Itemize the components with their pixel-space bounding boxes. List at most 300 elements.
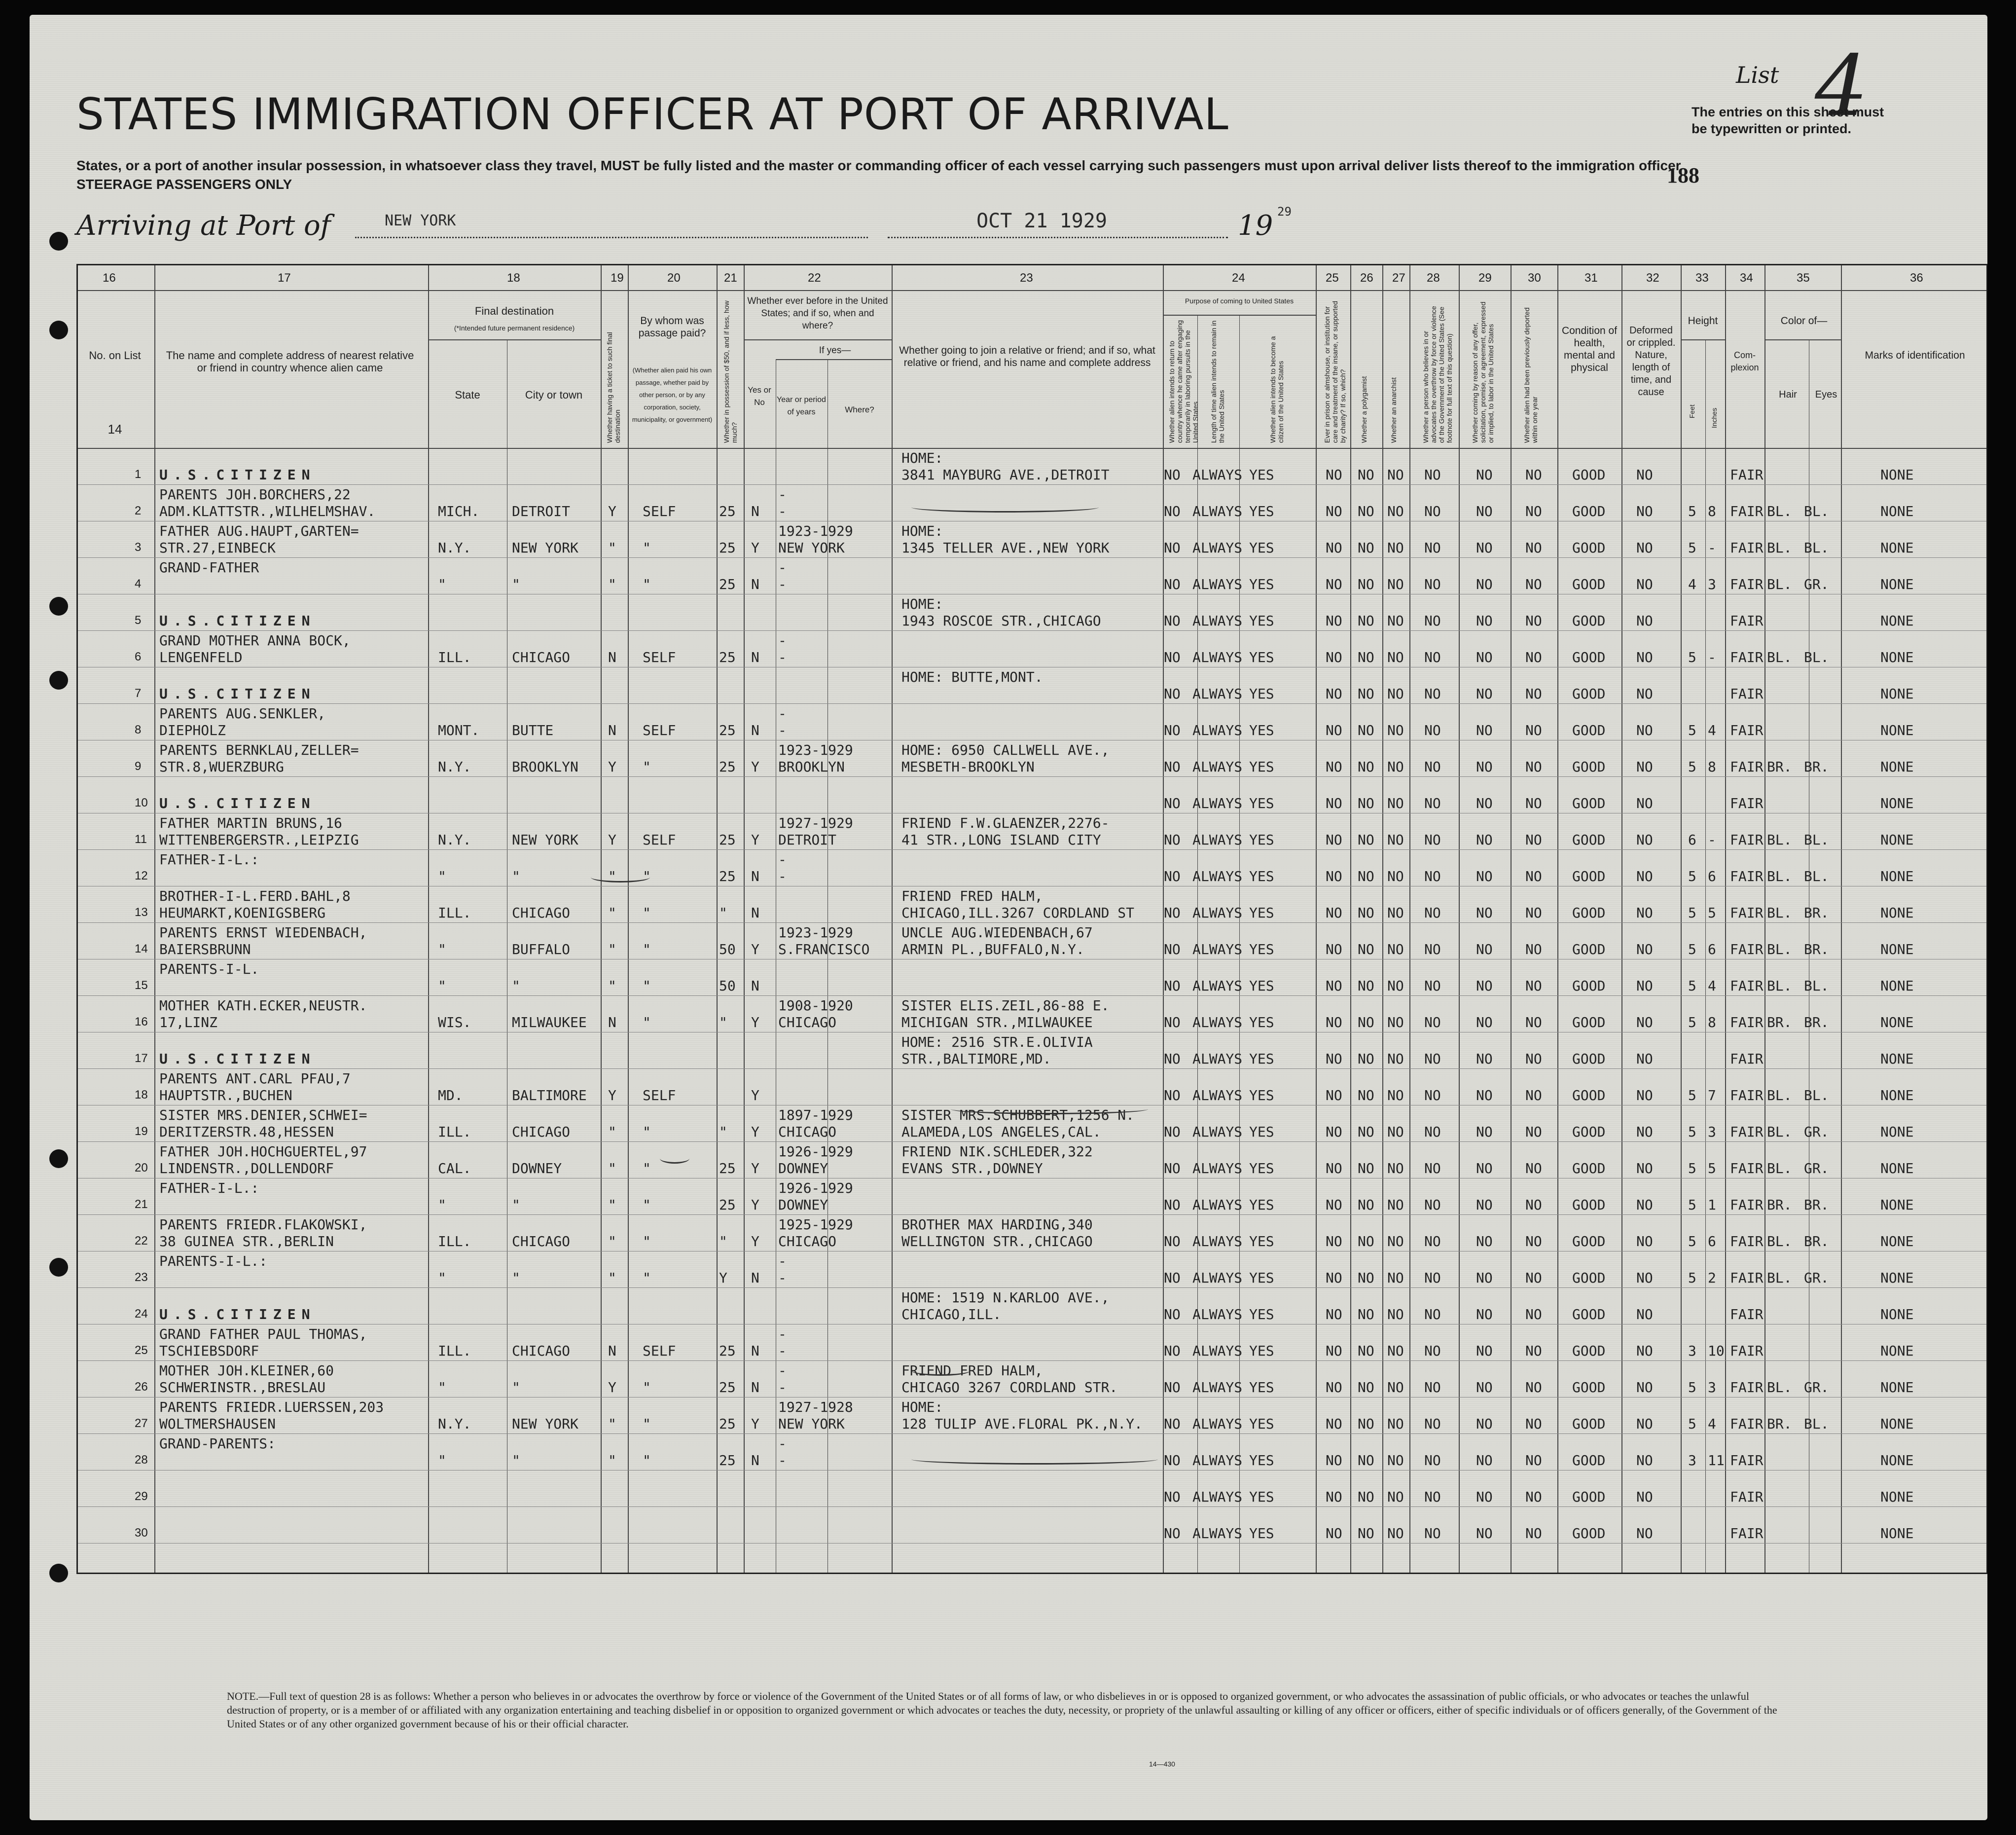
- ticket-value: ": [608, 1160, 616, 1176]
- purpose-citizen: YES: [1249, 576, 1274, 592]
- height-inches: 5: [1708, 1160, 1716, 1176]
- question-28-value: NO: [1424, 503, 1441, 519]
- purpose-length: ALWAYS: [1192, 686, 1243, 702]
- polygamist-value: NO: [1358, 1160, 1374, 1176]
- question-29-value: NO: [1476, 686, 1493, 702]
- hair-color: BR.: [1767, 1014, 1792, 1030]
- complexion-value: FAIR: [1730, 613, 1764, 629]
- health-value: GOOD: [1572, 1124, 1606, 1140]
- prison-value: NO: [1326, 1160, 1342, 1176]
- relative-address: FATHER MARTIN BRUNS,16: [159, 815, 342, 831]
- destination-city: MILWAUKEE: [512, 1014, 587, 1030]
- purpose-citizen: YES: [1249, 905, 1274, 921]
- eye-color: BL.: [1804, 1416, 1829, 1432]
- joining-address: BROTHER MAX HARDING,340: [901, 1216, 1093, 1233]
- question-28-value: NO: [1424, 1233, 1441, 1249]
- purpose-return: NO: [1164, 759, 1181, 775]
- question-29-value: NO: [1476, 1087, 1493, 1103]
- hair-color: BL.: [1767, 540, 1792, 556]
- polygamist-value: NO: [1358, 832, 1374, 848]
- eye-color: GR.: [1804, 1124, 1829, 1140]
- prison-value: NO: [1326, 905, 1342, 921]
- identification-marks: NONE: [1880, 1197, 1914, 1213]
- year-suffix: 29: [1277, 205, 1292, 219]
- row-number: 23: [135, 1271, 148, 1284]
- deformed-value: NO: [1636, 1087, 1653, 1103]
- passage-paid-by: ": [643, 868, 651, 884]
- complexion-value: FAIR: [1730, 832, 1764, 848]
- destination-city: CHICAGO: [512, 905, 571, 921]
- health-value: GOOD: [1572, 1270, 1606, 1286]
- header-rule: [1681, 339, 1725, 340]
- before-where: -: [778, 1452, 787, 1468]
- health-value: GOOD: [1572, 1233, 1606, 1249]
- identification-marks: NONE: [1880, 1452, 1914, 1468]
- identification-marks: NONE: [1880, 1270, 1914, 1286]
- money-value: 25: [719, 503, 736, 519]
- header-rule: [78, 290, 1986, 291]
- hair-color: BL.: [1767, 978, 1792, 994]
- ticket-value: N: [608, 1014, 616, 1030]
- question-30-value: NO: [1525, 1087, 1542, 1103]
- complexion-value: FAIR: [1730, 978, 1764, 994]
- polygamist-value: NO: [1358, 1306, 1374, 1322]
- question-29-value: NO: [1476, 576, 1493, 592]
- purpose-length: ALWAYS: [1192, 722, 1243, 738]
- destination-state: ILL.: [438, 1343, 471, 1359]
- purpose-citizen-header: Whether alien intends to become a citizen of the United States: [1269, 336, 1285, 443]
- height-inches: 5: [1708, 905, 1716, 921]
- prison-value: NO: [1326, 1087, 1342, 1103]
- row-number: 5: [135, 614, 142, 627]
- manifest-sheet: [30, 15, 1987, 1820]
- identification-marks: NONE: [1880, 576, 1914, 592]
- before-yes-no: N: [751, 649, 759, 665]
- purpose-return: NO: [1164, 540, 1181, 556]
- city-header: City or town: [525, 389, 583, 401]
- question-30-value: NO: [1525, 613, 1542, 629]
- column-number: 23: [1020, 271, 1033, 285]
- purpose-return: NO: [1164, 503, 1181, 519]
- identification-marks: NONE: [1880, 1051, 1914, 1067]
- relative-name: U.S.CITIZEN: [159, 1051, 316, 1067]
- question-28-value: NO: [1424, 905, 1441, 921]
- question-28-value: NO: [1424, 1416, 1441, 1432]
- purpose-length: ALWAYS: [1192, 1525, 1243, 1541]
- purpose-length: ALWAYS: [1192, 1416, 1243, 1432]
- relative-address: PARENTS JOH.BORCHERS,22: [159, 486, 351, 503]
- complexion-value: FAIR: [1730, 1160, 1764, 1176]
- purpose-length: ALWAYS: [1192, 1014, 1243, 1030]
- complexion-value: FAIR: [1730, 868, 1764, 884]
- joining-address: 3841 MAYBURG AVE.,DETROIT: [901, 467, 1110, 483]
- height-inches: 4: [1708, 978, 1716, 994]
- purpose-length: ALWAYS: [1192, 868, 1243, 884]
- eye-color: BR.: [1804, 1233, 1829, 1249]
- relative-address: GRAND-FATHER: [159, 559, 259, 576]
- joining-address: 1345 TELLER AVE.,NEW YORK: [901, 540, 1110, 556]
- purpose-citizen: YES: [1249, 722, 1274, 738]
- identification-marks: NONE: [1880, 978, 1914, 994]
- before-where: -: [778, 868, 787, 884]
- ticket-value: ": [608, 1270, 616, 1286]
- purpose-citizen: YES: [1249, 1014, 1274, 1030]
- prison-value: NO: [1326, 1270, 1342, 1286]
- identification-marks: NONE: [1880, 795, 1914, 811]
- prison-value: NO: [1326, 649, 1342, 665]
- destination-city: DETROIT: [512, 503, 571, 519]
- purpose-length: ALWAYS: [1192, 1270, 1243, 1286]
- health-value: GOOD: [1572, 795, 1606, 811]
- anarchist-value: NO: [1387, 1416, 1404, 1432]
- row-number: 16: [135, 1015, 148, 1028]
- eyes-header: Eyes: [1815, 389, 1837, 400]
- joining-address: MICHIGAN STR.,MILWAUKEE: [901, 1014, 1093, 1030]
- question-28-value: NO: [1424, 540, 1441, 556]
- question-29-value: NO: [1476, 832, 1493, 848]
- row-rule: [78, 1506, 1986, 1507]
- purpose-citizen: YES: [1249, 832, 1274, 848]
- row-rule: [78, 995, 1986, 996]
- eye-color: BR.: [1804, 905, 1829, 921]
- before-yes-no: Y: [751, 1233, 759, 1249]
- passage-paid-by: SELF: [643, 1087, 676, 1103]
- row-rule: [78, 703, 1986, 704]
- joining-address: HOME:: [901, 523, 943, 539]
- height-feet: 5: [1688, 905, 1696, 921]
- anarchist-value: NO: [1387, 941, 1404, 957]
- question-29-value: NO: [1476, 1233, 1493, 1249]
- purpose-return: NO: [1164, 1197, 1181, 1213]
- relative-address: PARENTS ANT.CARL PFAU,7: [159, 1070, 351, 1087]
- before-where: -: [778, 1270, 787, 1286]
- column-number: 25: [1326, 271, 1339, 285]
- destination-state: ": [438, 1379, 446, 1395]
- destination-city: CHICAGO: [512, 1233, 571, 1249]
- ticket-value: ": [608, 905, 616, 921]
- row-number: 15: [135, 979, 148, 992]
- before-yes-no: Y: [751, 759, 759, 775]
- column-rule: [1511, 265, 1512, 1573]
- row-number: 11: [135, 833, 147, 846]
- deformed-value: NO: [1636, 905, 1653, 921]
- destination-state: N.Y.: [438, 759, 471, 775]
- relative-address: BROTHER-I-L.FERD.BAHL,8: [159, 888, 351, 904]
- purpose-citizen: YES: [1249, 540, 1274, 556]
- purpose-citizen: YES: [1249, 1233, 1274, 1249]
- relative-name: U.S.CITIZEN: [159, 795, 316, 811]
- joining-address: FRIEND FRED HALM,: [901, 1362, 1043, 1379]
- anarchist-header: Whether an anarchist: [1390, 377, 1398, 443]
- passage-paid-by: ": [643, 905, 651, 921]
- final-destination-header: Final destination: [474, 305, 554, 317]
- question-28-value: NO: [1424, 1489, 1441, 1505]
- prison-value: NO: [1326, 1379, 1342, 1395]
- before-period: -: [778, 486, 787, 503]
- money-value: 25: [719, 1416, 736, 1432]
- column-number: 26: [1360, 271, 1373, 285]
- complexion-value: FAIR: [1730, 1525, 1764, 1541]
- before-yes-no: Y: [751, 1014, 759, 1030]
- purpose-return: NO: [1164, 1014, 1181, 1030]
- identification-marks: NONE: [1880, 1124, 1914, 1140]
- complexion-value: FAIR: [1730, 1306, 1764, 1322]
- height-feet: 5: [1688, 1124, 1696, 1140]
- health-value: GOOD: [1572, 613, 1606, 629]
- destination-state: ": [438, 1452, 446, 1468]
- passage-paid-by: SELF: [643, 503, 676, 519]
- polygamist-value: NO: [1358, 576, 1374, 592]
- purpose-citizen: YES: [1249, 868, 1274, 884]
- prison-value: NO: [1326, 978, 1342, 994]
- question-29-value: NO: [1476, 978, 1493, 994]
- column-number: 24: [1232, 271, 1245, 285]
- purpose-length: ALWAYS: [1192, 941, 1243, 957]
- before-period: 1927-1928: [778, 1399, 853, 1415]
- purpose-length: ALWAYS: [1192, 576, 1243, 592]
- row-number: 28: [135, 1453, 148, 1467]
- passage-paid-by: SELF: [643, 1343, 676, 1359]
- row-number: 29: [135, 1490, 148, 1503]
- before-yes-no: N: [751, 1270, 759, 1286]
- question-29-value: NO: [1476, 1014, 1493, 1030]
- deformed-value: NO: [1636, 540, 1653, 556]
- destination-state: MICH.: [438, 503, 480, 519]
- question-29-value: NO: [1476, 1270, 1493, 1286]
- question-28-value: NO: [1424, 613, 1441, 629]
- money-value: 25: [719, 1197, 736, 1213]
- purpose-length: ALWAYS: [1192, 1379, 1243, 1395]
- polygamist-value: NO: [1358, 1416, 1374, 1432]
- before-period: 1897-1929: [778, 1107, 853, 1123]
- deformed-value: NO: [1636, 795, 1653, 811]
- before-yes-no: N: [751, 503, 759, 519]
- question-28-value: NO: [1424, 1051, 1441, 1067]
- column-rule: [1621, 265, 1622, 1573]
- eye-color: BR.: [1804, 1197, 1829, 1213]
- question-29-value: NO: [1476, 868, 1493, 884]
- relative-address: FATHER JOH.HOCHGUERTEL,97: [159, 1143, 367, 1160]
- money-value: 50: [719, 978, 736, 994]
- before-where: DOWNEY: [778, 1160, 828, 1176]
- relative-address: LENGENFELD: [159, 649, 243, 665]
- eye-color: GR.: [1804, 576, 1829, 592]
- footnote: NOTE.—Full text of question 28 is as follows: Whether a person who believes in or advocates the overthrow by force or violence of the Government of the United States or of all forms of law, or who disbelieves in or is opposed to organized government, or who advocates the assassination of public officials, or who advocates or teaches the unlawful destruction of property, or is a member of or affiliated with any organization entertaining and teaching disbelief in or opposition to organized government or which advocates or teaches the duty, necessity, or propriety of the unlawful assaulting or killing of any officer or officers, either of specific individuals or of officers generally, of the Government of the United States or of any other organized government because of his or their official character.: [227, 1690, 1777, 1730]
- polygamist-value: NO: [1358, 1087, 1374, 1103]
- deformed-value: NO: [1636, 576, 1653, 592]
- height-feet: 5: [1688, 722, 1696, 738]
- destination-state: ": [438, 1197, 446, 1213]
- money-value: Y: [719, 1270, 727, 1286]
- question-30-value: NO: [1525, 1270, 1542, 1286]
- health-value: GOOD: [1572, 1306, 1606, 1322]
- question-29-value: NO: [1476, 467, 1493, 483]
- question-30-value: NO: [1525, 1452, 1542, 1468]
- question-28-value: NO: [1424, 722, 1441, 738]
- column-number: 22: [808, 271, 821, 285]
- health-value: GOOD: [1572, 503, 1606, 519]
- purpose-return: NO: [1164, 795, 1181, 811]
- polygamist-value: NO: [1358, 759, 1374, 775]
- relative-address: GRAND-PARENTS:: [159, 1435, 276, 1452]
- eye-color: BR.: [1804, 941, 1829, 957]
- row-number: 25: [135, 1344, 148, 1357]
- column-rule: [1459, 265, 1460, 1573]
- purpose-return: NO: [1164, 1306, 1181, 1322]
- question-30-value: NO: [1525, 686, 1542, 702]
- height-inches: -: [1708, 540, 1716, 556]
- deformed-value: NO: [1636, 1452, 1653, 1468]
- purpose-length: ALWAYS: [1192, 540, 1243, 556]
- question-28-value: NO: [1424, 467, 1441, 483]
- inches-header: Inches: [1710, 407, 1718, 428]
- height-feet: 6: [1688, 832, 1696, 848]
- money-value: ": [719, 1014, 727, 1030]
- relative-address: PARENTS BERNKLAU,ZELLER=: [159, 742, 359, 758]
- deformed-value: NO: [1636, 1525, 1653, 1541]
- ticket-value: ": [608, 868, 616, 884]
- before-period: 1925-1929: [778, 1216, 853, 1233]
- row-number: 3: [135, 541, 142, 554]
- ticket-value: Y: [608, 1379, 616, 1395]
- identification-marks: NONE: [1880, 832, 1914, 848]
- before-period: -: [778, 1435, 787, 1452]
- row-number: 22: [135, 1234, 148, 1248]
- destination-state: ": [438, 868, 446, 884]
- deformed-value: NO: [1636, 941, 1653, 957]
- hair-color: BL.: [1767, 905, 1792, 921]
- prison-value: NO: [1326, 1014, 1342, 1030]
- height-inches: 8: [1708, 759, 1716, 775]
- identification-marks: NONE: [1880, 1087, 1914, 1103]
- joining-address: ARMIN PL.,BUFFALO,N.Y.: [901, 941, 1084, 957]
- joining-address: ALAMEDA,LOS ANGELES,CAL.: [901, 1124, 1101, 1140]
- money-value: 25: [719, 1452, 736, 1468]
- destination-state: N.Y.: [438, 832, 471, 848]
- relative-address: LINDENSTR.,DOLLENDORF: [159, 1160, 334, 1176]
- relative-address: SCHWERINSTR.,BRESLAU: [159, 1379, 326, 1395]
- before-where: -: [778, 1379, 787, 1395]
- passage-paid-by: ": [643, 1233, 651, 1249]
- relative-address: 17,LINZ: [159, 1014, 218, 1030]
- eye-color: BL.: [1804, 868, 1829, 884]
- identification-marks: NONE: [1880, 722, 1914, 738]
- where-header: Where?: [845, 405, 874, 414]
- purpose-citizen: YES: [1249, 1124, 1274, 1140]
- relative-address: STR.27,EINBECK: [159, 540, 276, 556]
- destination-state: ILL.: [438, 1124, 471, 1140]
- prison-value: NO: [1326, 1124, 1342, 1140]
- column-rule: [1557, 265, 1558, 1573]
- polygamist-value: NO: [1358, 905, 1374, 921]
- destination-state: N.Y.: [438, 1416, 471, 1432]
- ticket-value: Y: [608, 832, 616, 848]
- purpose-citizen: YES: [1249, 1416, 1274, 1432]
- destination-city: ": [512, 1270, 520, 1286]
- year-prefix: 19: [1238, 210, 1273, 242]
- polygamist-value: NO: [1358, 1270, 1374, 1286]
- manifest-table: [76, 264, 1987, 1574]
- identification-marks: NONE: [1880, 686, 1914, 702]
- purpose-return: NO: [1164, 1160, 1181, 1176]
- question-28-value: NO: [1424, 1343, 1441, 1359]
- row-number: 18: [135, 1088, 148, 1101]
- before-period: 1926-1929: [778, 1143, 853, 1160]
- joining-address: CHICAGO 3267 CORDLAND STR.: [901, 1379, 1118, 1395]
- header-rule: [1163, 315, 1316, 316]
- money-value: ": [719, 1124, 727, 1140]
- polygamist-value: NO: [1358, 503, 1374, 519]
- question-28-value: NO: [1424, 1160, 1441, 1176]
- anarchist-value: NO: [1387, 1270, 1404, 1286]
- height-inches: 7: [1708, 1087, 1716, 1103]
- question-30-value: NO: [1525, 1233, 1542, 1249]
- question-29-value: NO: [1476, 795, 1493, 811]
- punch-hole: [49, 1149, 68, 1168]
- deformed-value: NO: [1636, 1197, 1653, 1213]
- money-value: ": [719, 1233, 727, 1249]
- column-number: 32: [1646, 271, 1659, 285]
- column-number: 28: [1427, 271, 1440, 285]
- row-rule: [78, 1214, 1986, 1215]
- joining-address: STR.,BALTIMORE,MD.: [901, 1051, 1051, 1067]
- row-number: 24: [135, 1307, 148, 1321]
- purpose-return: NO: [1164, 1379, 1181, 1395]
- identification-marks: NONE: [1880, 540, 1914, 556]
- identification-marks: NONE: [1880, 941, 1914, 957]
- deformed-value: NO: [1636, 1270, 1653, 1286]
- purpose-return: NO: [1164, 686, 1181, 702]
- question-29-value: NO: [1476, 540, 1493, 556]
- health-value: GOOD: [1572, 1489, 1606, 1505]
- money-value: 25: [719, 868, 736, 884]
- row-rule: [78, 1360, 1986, 1361]
- question-30-value: NO: [1525, 1489, 1542, 1505]
- purpose-return: NO: [1164, 941, 1181, 957]
- question-29-value: NO: [1476, 649, 1493, 665]
- purpose-citizen: YES: [1249, 1452, 1274, 1468]
- passage-paid-by: ": [643, 540, 651, 556]
- subcolumn-rule: [1705, 339, 1706, 1573]
- before-yes-no: N: [751, 905, 759, 921]
- health-value: GOOD: [1572, 1014, 1606, 1030]
- question-29-value: NO: [1476, 1525, 1493, 1541]
- before-where: -: [778, 649, 787, 665]
- height-feet: 5: [1688, 1270, 1696, 1286]
- deformed-value: NO: [1636, 1233, 1653, 1249]
- question-30-value: NO: [1525, 467, 1542, 483]
- purpose-citizen: YES: [1249, 503, 1274, 519]
- anarchist-value: NO: [1387, 795, 1404, 811]
- question-29-value: NO: [1476, 1160, 1493, 1176]
- deformed-value: NO: [1636, 868, 1653, 884]
- anarchist-value: NO: [1387, 1124, 1404, 1140]
- identification-marks: NONE: [1880, 1379, 1914, 1395]
- column-number: 31: [1584, 271, 1598, 285]
- destination-city: NEW YORK: [512, 1416, 578, 1432]
- complexion-value: FAIR: [1730, 759, 1764, 775]
- row-rule: [78, 630, 1986, 631]
- money-value: 25: [719, 649, 736, 665]
- question-29-value: NO: [1476, 1416, 1493, 1432]
- purpose-citizen: YES: [1249, 978, 1274, 994]
- health-value: GOOD: [1572, 941, 1606, 957]
- column-rule: [717, 265, 718, 1573]
- height-feet: 5: [1688, 1197, 1696, 1213]
- health-value: GOOD: [1572, 1379, 1606, 1395]
- hair-color: BL.: [1767, 1270, 1792, 1286]
- height-feet: 5: [1688, 868, 1696, 884]
